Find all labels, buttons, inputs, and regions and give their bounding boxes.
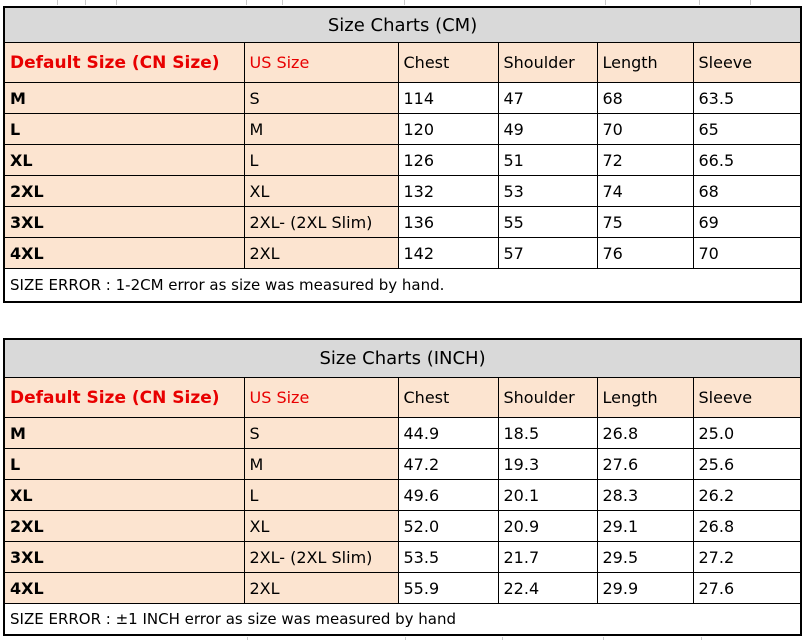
measurement-cell: 21.7 [498,542,597,573]
measurement-cell: 52.0 [398,511,498,542]
column-header-sleeve: Sleeve [693,43,801,83]
us-size-cell: M [244,114,398,145]
measurement-cell: 18.5 [498,418,597,449]
measurement-cell: 47 [498,83,597,114]
measurement-cell: 70 [597,114,693,145]
us-size-cell: L [244,145,398,176]
measurement-cell: 114 [398,83,498,114]
table-row [4,542,801,573]
measurement-cell: 57 [498,238,597,269]
column-header-length: Length [597,43,693,83]
size-chart-cm-table [3,6,802,303]
measurement-cell: 20.1 [498,480,597,511]
us-size-cell: S [244,418,398,449]
cn-size-cell: L [4,114,244,145]
measurement-cell: 120 [398,114,498,145]
column-header-cn-size: Default Size (CN Size) [4,378,244,418]
measurement-cell: 26.2 [693,480,801,511]
size-chart-inch-table [3,338,802,636]
us-size-cell: S [244,83,398,114]
table-header-row [4,378,801,418]
measurement-cell: 19.3 [498,449,597,480]
us-size-cell: M [244,449,398,480]
us-size-cell: XL [244,511,398,542]
table-row [4,145,801,176]
table-row [4,238,801,269]
sheet-gridline [282,0,283,5]
measurement-cell: 25.6 [693,449,801,480]
measurement-cell: 132 [398,176,498,207]
table-title: Size Charts (CM) [4,7,801,43]
measurement-cell: 29.1 [597,511,693,542]
us-size-cell: 2XL [244,573,398,604]
measurement-cell: 68 [693,176,801,207]
cn-size-cell: 4XL [4,238,244,269]
measurement-cell: 27.6 [693,573,801,604]
sheet-gridline [605,0,606,5]
measurement-cell: 47.2 [398,449,498,480]
measurement-cell: 29.5 [597,542,693,573]
column-header-sleeve: Sleeve [693,378,801,418]
table-footer-row [4,604,801,636]
table-title: Size Charts (INCH) [4,339,801,378]
measurement-cell: 55.9 [398,573,498,604]
measurement-cell: 51 [498,145,597,176]
cn-size-cell: 4XL [4,573,244,604]
us-size-cell: L [244,480,398,511]
cn-size-cell: M [4,83,244,114]
measurement-cell: 25.0 [693,418,801,449]
measurement-cell: 142 [398,238,498,269]
table-header-row [4,43,801,83]
measurement-cell: 26.8 [597,418,693,449]
sheet-gridline [699,0,700,5]
cn-size-cell: M [4,418,244,449]
cn-size-cell: XL [4,480,244,511]
measurement-cell: 65 [693,114,801,145]
sheet-gridline [85,0,86,5]
measurement-cell: 28.3 [597,480,693,511]
column-header-shoulder: Shoulder [498,43,597,83]
cn-size-cell: 2XL [4,176,244,207]
column-header-chest: Chest [398,378,498,418]
measurement-cell: 69 [693,207,801,238]
sheet-gridline [404,0,405,5]
measurement-cell: 53 [498,176,597,207]
table-row [4,114,801,145]
us-size-cell: 2XL- (2XL Slim) [244,542,398,573]
measurement-cell: 53.5 [398,542,498,573]
measurement-cell: 63.5 [693,83,801,114]
measurement-cell: 74 [597,176,693,207]
sheet-gridline [246,0,247,5]
measurement-cell: 68 [597,83,693,114]
column-header-us-size: US Size [244,43,398,83]
table-title-row [4,339,801,378]
table-row [4,511,801,542]
table-row [4,449,801,480]
column-header-cn-size: Default Size (CN Size) [4,43,244,83]
measurement-cell: 29.9 [597,573,693,604]
measurement-cell: 75 [597,207,693,238]
column-header-us-size: US Size [244,378,398,418]
measurement-cell: 22.4 [498,573,597,604]
table-row [4,573,801,604]
measurement-cell: 27.2 [693,542,801,573]
measurement-cell: 20.9 [498,511,597,542]
cn-size-cell: L [4,449,244,480]
cn-size-cell: 3XL [4,542,244,573]
table-footer-row [4,269,801,303]
table-title-row [4,7,801,43]
us-size-cell: XL [244,176,398,207]
measurement-cell: 44.9 [398,418,498,449]
us-size-cell: 2XL- (2XL Slim) [244,207,398,238]
sheet-gridline [750,0,751,5]
cn-size-cell: 3XL [4,207,244,238]
sheet-gridline [116,0,117,5]
measurement-cell: 126 [398,145,498,176]
measurement-cell: 70 [693,238,801,269]
measurement-cell: 49.6 [398,480,498,511]
measurement-cell: 136 [398,207,498,238]
size-error-note: SIZE ERROR : ±1 INCH error as size was measured by hand [4,604,801,636]
column-header-length: Length [597,378,693,418]
measurement-cell: 66.5 [693,145,801,176]
measurement-cell: 72 [597,145,693,176]
table-row [4,207,801,238]
table-row [4,176,801,207]
measurement-cell: 49 [498,114,597,145]
column-header-chest: Chest [398,43,498,83]
measurement-cell: 26.8 [693,511,801,542]
table-row [4,83,801,114]
measurement-cell: 55 [498,207,597,238]
table-row [4,480,801,511]
table-row [4,418,801,449]
measurement-cell: 27.6 [597,449,693,480]
column-header-shoulder: Shoulder [498,378,597,418]
measurement-cell: 76 [597,238,693,269]
size-error-note: SIZE ERROR : 1-2CM error as size was measured by hand. [4,269,801,303]
cn-size-cell: XL [4,145,244,176]
cn-size-cell: 2XL [4,511,244,542]
us-size-cell: 2XL [244,238,398,269]
sheet-gridline [57,0,58,5]
